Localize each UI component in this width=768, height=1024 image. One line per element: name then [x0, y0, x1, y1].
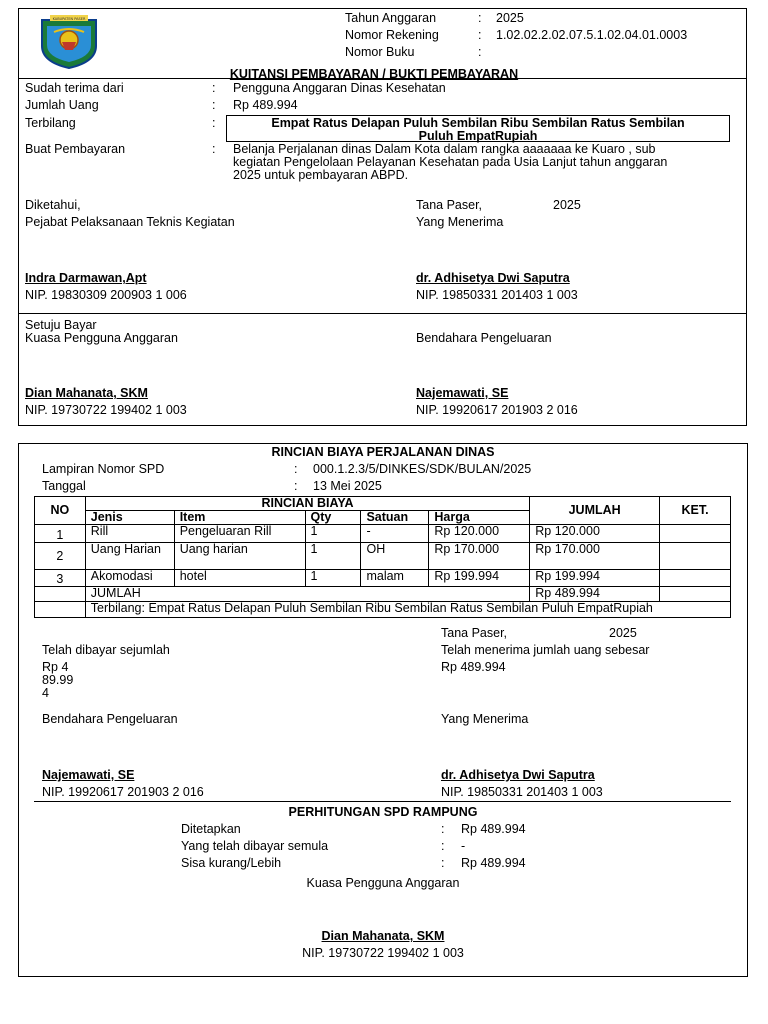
rampung-title: PERHITUNGAN SPD RAMPUNG — [288, 805, 478, 819]
cell-qty: 1 — [305, 570, 361, 587]
kpa-label: Kuasa Pengguna Anggaran — [25, 331, 178, 345]
nomor-rekening-value: 1.02.02.2.02.07.5.1.02.04.01.0003 — [496, 28, 688, 42]
tahun-anggaran-value: 2025 — [496, 11, 524, 25]
table-terbilang-row — [35, 602, 731, 618]
sisa-value: Rp 489.994 — [461, 856, 526, 870]
cell-jumlah: Rp 170.000 — [530, 543, 660, 570]
semula-value: - — [461, 839, 466, 853]
table-total-row — [35, 587, 731, 602]
nomor-buku-colon: : — [478, 45, 482, 59]
semula-colon: : — [441, 839, 445, 853]
dibayar-value-line1: Rp 4 — [42, 660, 69, 674]
cell-ket — [660, 543, 731, 570]
terbilang-line1: Empat Ratus Delapan Puluh Sembilan Ribu Sembilan Ratus Sembilan — [271, 116, 685, 130]
tanggal-colon: : — [294, 479, 298, 493]
cell-qty: 1 — [305, 525, 361, 543]
cell-ket — [660, 525, 731, 543]
dibayar-value-line3: 4 — [42, 686, 49, 700]
kpa-name: Dian Mahanata, SKM — [25, 386, 148, 400]
yang-menerima-label: Yang Menerima — [416, 215, 504, 229]
header-harga: Harga — [429, 511, 530, 525]
logo-text: KABUPATEN PASER — [52, 17, 86, 21]
dibayar-label: Telah dibayar sejumlah — [42, 643, 170, 657]
pptk-nip: NIP. 19830309 200903 1 006 — [25, 288, 187, 302]
jumlah-uang-label: Jumlah Uang — [25, 98, 99, 112]
lampiran-value: 000.1.2.3/5/DINKES/SDK/BULAN/2025 — [313, 462, 532, 476]
sisa-colon: : — [441, 856, 445, 870]
tempat-label: Tana Paser, — [416, 198, 483, 212]
cell-harga: Rp 170.000 — [429, 543, 530, 570]
terbilang-colon: : — [212, 116, 216, 130]
cell-no: 2 — [35, 543, 86, 570]
kpa-nip: NIP. 19730722 199402 1 003 — [25, 403, 187, 417]
header-qty: Qty — [305, 511, 361, 525]
lampiran-colon: : — [294, 462, 298, 476]
terbilang-line2: Puluh EmpatRupiah — [418, 129, 538, 143]
sudah-terima-colon: : — [212, 81, 216, 95]
cell-no: 3 — [35, 570, 86, 587]
ditetapkan-colon: : — [441, 822, 445, 836]
header-jumlah: JUMLAH — [530, 497, 660, 525]
header-jenis: Jenis — [85, 511, 174, 525]
cell-jumlah: Rp 120.000 — [530, 525, 660, 543]
penerima-nip: NIP. 19850331 201403 1 003 — [416, 288, 578, 302]
cell-item: Uang harian — [174, 543, 305, 570]
header-no: NO — [35, 497, 86, 525]
nomor-rekening-label: Nomor Rekening — [345, 28, 439, 42]
rincian-penerima-name: dr. Adhisetya Dwi Saputra — [441, 768, 595, 782]
cell-satuan: OH — [361, 543, 429, 570]
tahun-anggaran-label: Tahun Anggaran — [345, 11, 437, 25]
rincian-biaya-table — [34, 496, 731, 618]
rincian-tahun: 2025 — [609, 626, 637, 640]
table-terbilang: Terbilang: Empat Ratus Delapan Puluh Sembilan Ribu Sembilan Ratus Sembilan Puluh EmpatRupiah — [85, 602, 730, 618]
cell-harga: Rp 199.994 — [429, 570, 530, 587]
rampung-kpa-name: Dian Mahanata, SKM — [321, 929, 445, 943]
tahun-label: 2025 — [553, 198, 581, 212]
buat-pembayaran-label: Buat Pembayaran — [25, 142, 126, 156]
rincian-title: RINCIAN BIAYA PERJALANAN DINAS — [271, 445, 495, 459]
terbilang-label: Terbilang — [25, 116, 76, 130]
penerima-name: dr. Adhisetya Dwi Saputra — [416, 271, 570, 285]
cell-jenis: Akomodasi — [85, 570, 174, 587]
table-row — [35, 543, 731, 570]
buat-pembayaran-line1: Belanja Perjalanan dinas Dalam Kota dalam rangka aaaaaaa ke Kuaro , sub — [233, 142, 656, 156]
bendahara-label: Bendahara Pengeluaran — [416, 331, 552, 345]
tanggal-label: Tanggal — [42, 479, 86, 493]
bendahara-name: Najemawati, SE — [416, 386, 509, 400]
buat-pembayaran-colon: : — [212, 142, 216, 156]
menerima-label: Telah menerima jumlah uang sebesar — [441, 643, 650, 657]
dibayar-value-line2: 89.99 — [42, 673, 74, 687]
rampung-kpa-nip: NIP. 19730722 199402 1 003 — [302, 946, 464, 960]
table-row — [35, 525, 731, 543]
cell-item: hotel — [174, 570, 305, 587]
table-row — [35, 570, 731, 587]
cell-item: Pengeluaran Rill — [174, 525, 305, 543]
tahun-anggaran-colon: : — [478, 11, 482, 25]
cell-jenis: Uang Harian — [85, 543, 174, 570]
nomor-buku-label: Nomor Buku — [345, 45, 415, 59]
header-item: Item — [174, 511, 305, 525]
table-header-row — [35, 497, 731, 511]
sudah-terima-label: Sudah terima dari — [25, 81, 124, 95]
total-label: JUMLAH — [85, 587, 530, 602]
rincian-bendahara-name: Najemawati, SE — [42, 768, 135, 782]
pejabat-label: Pejabat Pelaksanaan Teknis Kegiatan — [25, 215, 235, 229]
diketahui-label: Diketahui, — [25, 198, 81, 212]
cell-jumlah: Rp 199.994 — [530, 570, 660, 587]
rincian-bendahara-nip: NIP. 19920617 201903 2 016 — [42, 785, 204, 799]
regency-emblem-icon — [32, 12, 106, 70]
rincian-bendahara-label: Bendahara Pengeluaran — [42, 712, 178, 726]
sisa-label: Sisa kurang/Lebih — [181, 856, 282, 870]
jumlah-uang-value: Rp 489.994 — [233, 98, 298, 112]
kuitansi-approval-divider — [18, 313, 747, 314]
cell-empty — [35, 587, 86, 602]
lampiran-label: Lampiran Nomor SPD — [42, 462, 165, 476]
ditetapkan-value: Rp 489.994 — [461, 822, 526, 836]
rincian-penerima-nip: NIP. 19850331 201403 1 003 — [441, 785, 603, 799]
cell-qty: 1 — [305, 543, 361, 570]
tanggal-value: 13 Mei 2025 — [313, 479, 382, 493]
nomor-rekening-colon: : — [478, 28, 482, 42]
jumlah-uang-colon: : — [212, 98, 216, 112]
cell-empty — [660, 587, 731, 602]
bendahara-nip: NIP. 19920617 201903 2 016 — [416, 403, 578, 417]
header-ket: KET. — [660, 497, 731, 525]
setuju-bayar-label: Setuju Bayar — [25, 318, 97, 332]
pptk-name: Indra Darmawan,Apt — [25, 271, 147, 285]
cell-satuan: malam — [361, 570, 429, 587]
buat-pembayaran-line3: 2025 untuk pembayaran ABPD. — [233, 168, 409, 182]
semula-label: Yang telah dibayar semula — [181, 839, 329, 853]
ditetapkan-label: Ditetapkan — [181, 822, 241, 836]
rampung-kpa-label: Kuasa Pengguna Anggaran — [306, 876, 460, 890]
cell-satuan: - — [361, 525, 429, 543]
cell-no: 1 — [35, 525, 86, 543]
rincian-tempat: Tana Paser, — [441, 626, 508, 640]
cell-ket — [660, 570, 731, 587]
sudah-terima-value: Pengguna Anggaran Dinas Kesehatan — [233, 81, 446, 95]
kuitansi-title: KUITANSI PEMBAYARAN / BUKTI PEMBAYARAN — [229, 67, 519, 81]
cell-empty — [35, 602, 86, 618]
rampung-divider — [34, 801, 731, 802]
header-rincian-biaya: RINCIAN BIAYA — [85, 497, 530, 511]
buat-pembayaran-line2: kegiatan Pengelolaan Pelayanan Kesehatan pada Usia Lanjut tahun anggaran — [233, 155, 668, 169]
cell-jenis: Rill — [85, 525, 174, 543]
total-value: Rp 489.994 — [530, 587, 660, 602]
menerima-value: Rp 489.994 — [441, 660, 506, 674]
cell-harga: Rp 120.000 — [429, 525, 530, 543]
header-satuan: Satuan — [361, 511, 429, 525]
rincian-yang-menerima: Yang Menerima — [441, 712, 529, 726]
